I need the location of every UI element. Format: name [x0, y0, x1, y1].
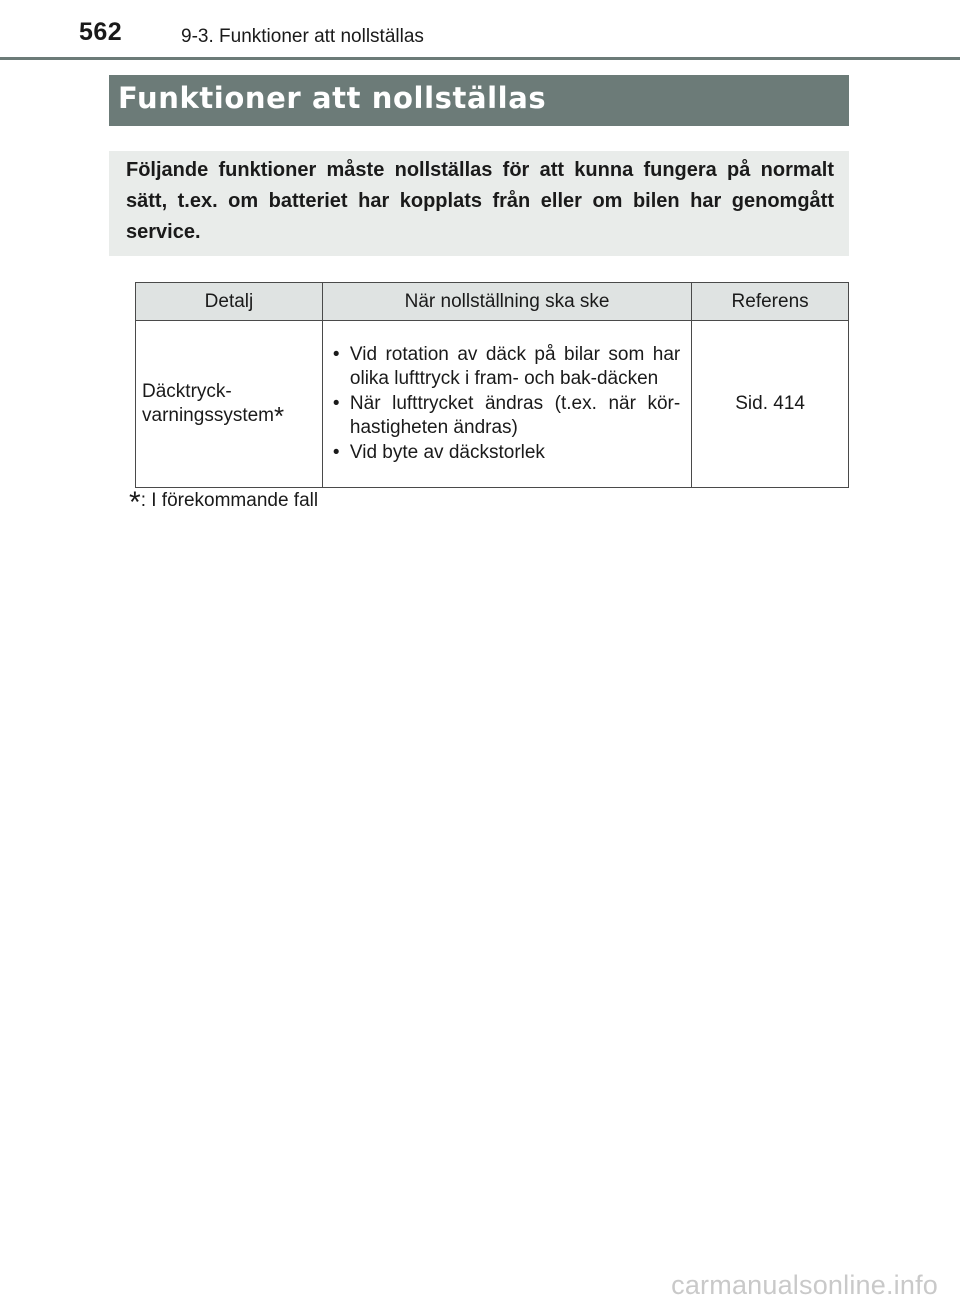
watermark: carmanualsonline.info — [671, 1270, 938, 1300]
table-header-row — [136, 283, 849, 321]
reset-functions-table — [135, 282, 849, 488]
table-row — [136, 321, 849, 488]
header-divider — [0, 57, 960, 60]
intro-box — [109, 151, 849, 256]
reference-cell: Sid. 414 — [692, 321, 849, 488]
column-header-when: När nollställning ska ske — [322, 283, 691, 321]
running-header: 9-3. Funktioner att nollställas — [181, 26, 424, 47]
list-item: • När lufttrycket ändras (t.ex. när kör-hastigheten ändras) — [333, 392, 680, 441]
page-number: 562 — [79, 18, 123, 46]
when-list — [333, 343, 680, 466]
item-name-line1: Däcktryck- — [142, 381, 232, 402]
column-header-item: Detalj — [136, 283, 323, 321]
footnote-marker: * — [274, 401, 285, 431]
item-cell — [136, 321, 323, 488]
footnote-marker: * — [129, 486, 141, 519]
item-name-line2: varningssystem — [142, 405, 274, 426]
list-item: • Vid byte av däckstorlek — [333, 441, 680, 466]
intro-text: Följande funktioner måste nollställas för att kunna fungera på normalt sätt, t.ex. om batteriet har kopplats från eller om bilen har genomgått service. — [126, 159, 834, 243]
when-cell — [322, 321, 691, 488]
section-banner — [109, 75, 849, 126]
column-header-reference: Referens — [692, 283, 849, 321]
footnote-text: : I förekommande fall — [140, 490, 319, 511]
section-title: Funktioner att nollställas — [118, 81, 547, 115]
list-item: • Vid rotation av däck på bilar som har olika lufttryck i fram- och bak-däcken — [333, 343, 680, 392]
footnote — [129, 486, 319, 519]
